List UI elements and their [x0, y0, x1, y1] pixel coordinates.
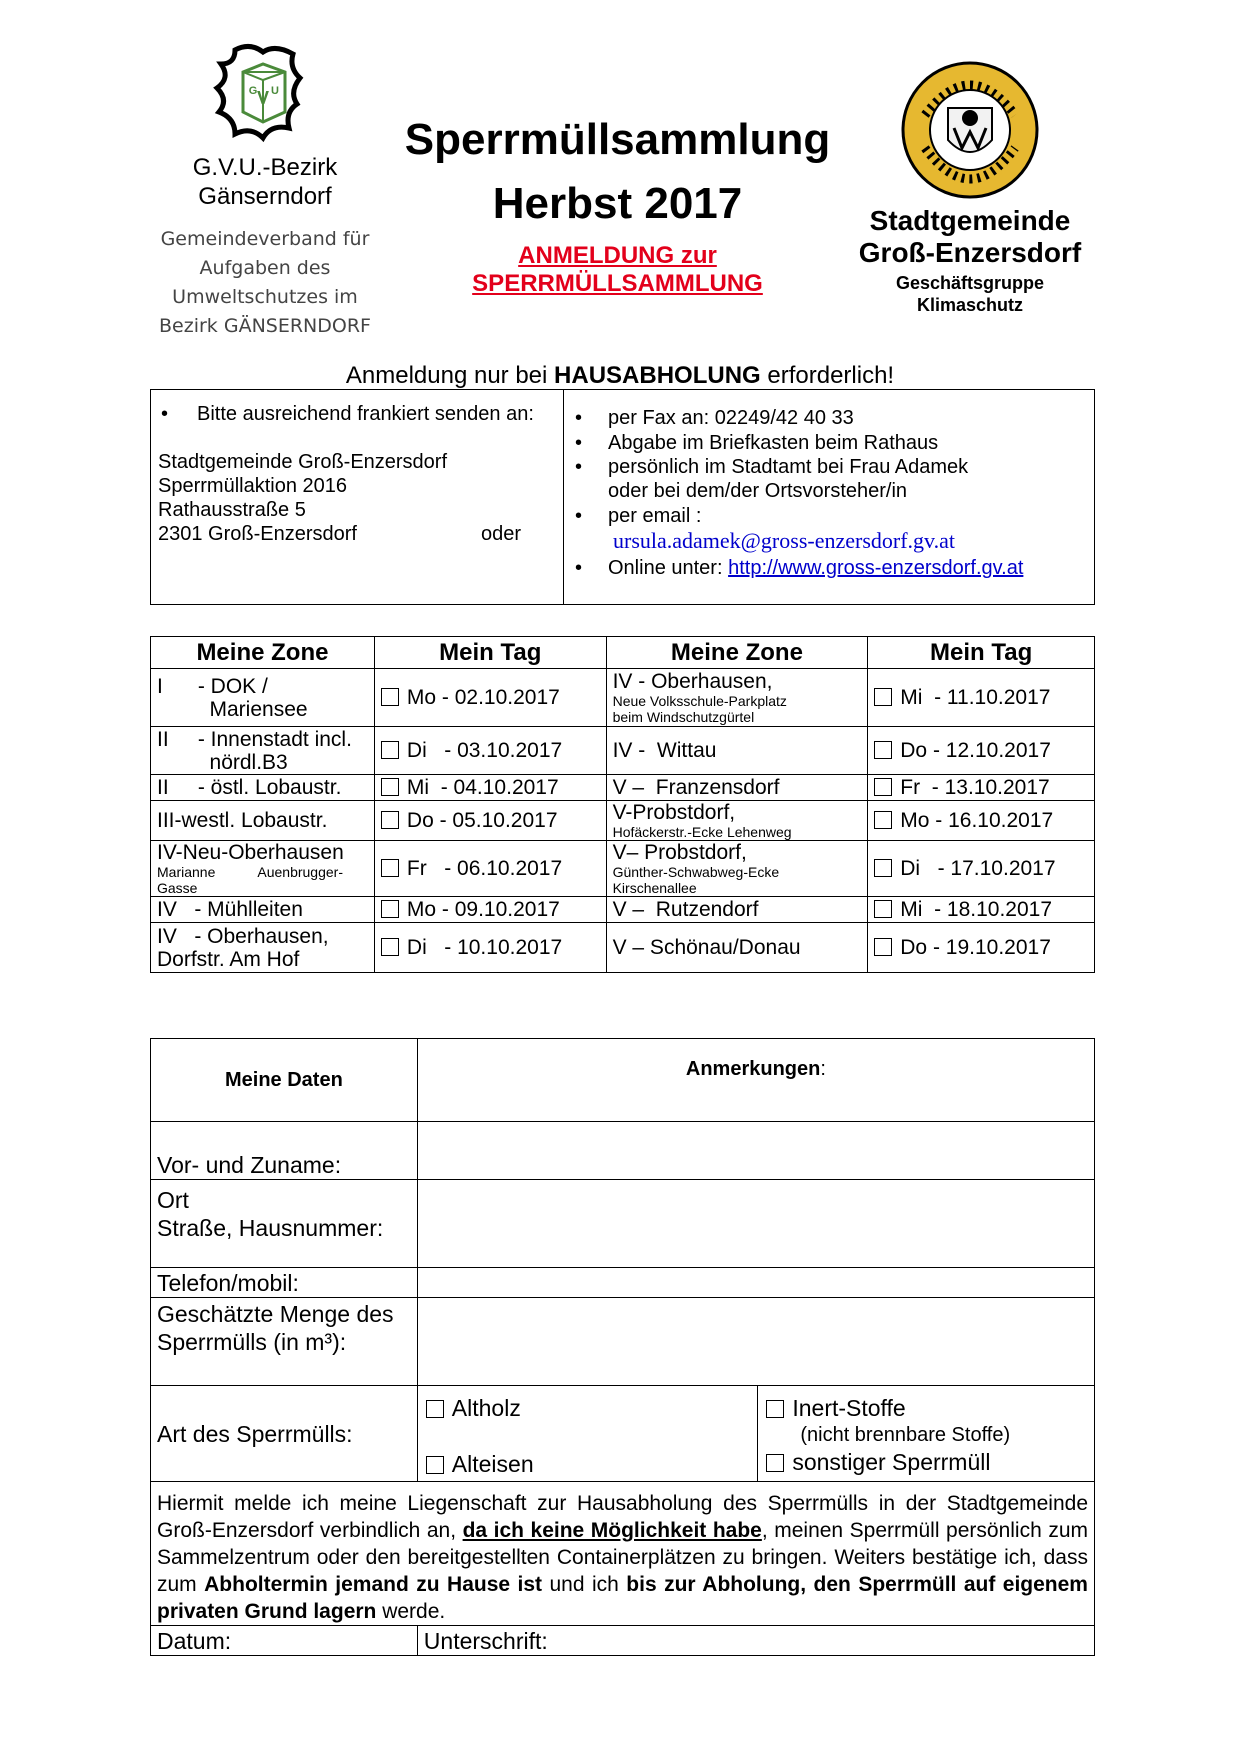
schedule-row — [151, 897, 1095, 923]
altholz-checkbox[interactable] — [426, 1400, 444, 1418]
municipality-line1: Stadtgemeinde — [869, 205, 1071, 236]
zone-name: IV-Neu-Oberhausen — [157, 841, 344, 864]
submission-box — [150, 389, 1095, 605]
zone-name: IV - Oberhausen, Dorfstr. Am Hof — [157, 924, 329, 971]
pickup-notice — [150, 362, 1090, 390]
gvu-desc-line: Aufgaben des — [199, 257, 331, 279]
bullet: • — [575, 432, 583, 454]
address-line: Rathausstraße 5 — [158, 499, 306, 521]
day-option[interactable] — [868, 727, 1095, 775]
declaration-part: , meinen Sperrmüll persönlich zum Sammelzentrum oder den bereitgestellten Containerplätzen zu bringen. Weiters bestätige ich, dass zum — [157, 1519, 1088, 1596]
fax-option: per Fax an: 02249/42 40 33 — [608, 407, 854, 429]
ort-label: Ort — [157, 1187, 189, 1213]
day-option[interactable] — [868, 669, 1095, 727]
header-zone: Meine Zone — [606, 637, 868, 669]
zone-cell — [606, 923, 868, 973]
day-checkbox[interactable] — [874, 741, 892, 759]
postal-address — [158, 450, 447, 546]
sonstig-checkbox[interactable] — [766, 1454, 784, 1472]
zone-name: IV - Oberhausen, — [612, 670, 773, 693]
zone-cell — [151, 897, 375, 923]
day-date: Di - 03.10.2017 — [406, 739, 563, 762]
notice-bold: HAUSABHOLUNG — [554, 362, 761, 389]
day-date: Mi - 04.10.2017 — [406, 776, 559, 799]
address-label — [151, 1180, 418, 1268]
zone-cell — [151, 801, 375, 841]
strasse-label: Straße, Hausnummer: — [157, 1215, 384, 1241]
address-line: 2301 Groß-Enzersdorf — [158, 523, 357, 545]
svg-text:U: U — [271, 85, 279, 97]
zone-name: II - Innenstadt incl. nördl.B3 — [157, 727, 352, 774]
zone-cell — [151, 727, 375, 775]
day-option[interactable] — [374, 801, 606, 841]
day-option[interactable] — [868, 841, 1095, 897]
online-option — [608, 556, 1023, 580]
day-date: Mo - 02.10.2017 — [406, 686, 560, 709]
inert-option[interactable] — [766, 1394, 1088, 1422]
zone-name: II - östl. Lobaustr. — [157, 776, 342, 799]
day-option[interactable] — [374, 897, 606, 923]
sonstig-label: sonstiger Sperrmüll — [792, 1449, 991, 1475]
day-option[interactable] — [374, 669, 606, 727]
department-line2: Klimaschutz — [916, 295, 1024, 315]
altholz-label: Altholz — [451, 1395, 521, 1421]
schedule-row — [151, 775, 1095, 801]
day-checkbox[interactable] — [874, 900, 892, 918]
form-header-row — [151, 1039, 1095, 1122]
zone-name: V – Rutzendorf — [612, 898, 759, 921]
zone-name: V – Schönau/Donau — [612, 936, 801, 959]
zone-cell — [606, 669, 868, 727]
gvu-description — [150, 225, 380, 341]
waste-options-right — [758, 1386, 1095, 1482]
header-day: Mein Tag — [868, 637, 1095, 669]
day-date: Di - 10.10.2017 — [406, 936, 563, 959]
day-checkbox[interactable] — [874, 811, 892, 829]
name-row — [151, 1122, 1095, 1180]
email-link[interactable]: ursula.adamek@gross-enzersdorf.gv.at — [613, 528, 955, 553]
zone-name: III-westl. Lobaustr. — [157, 809, 328, 832]
day-checkbox[interactable] — [381, 900, 399, 918]
day-option[interactable] — [868, 923, 1095, 973]
zone-name: IV - Mühlleiten — [157, 898, 303, 921]
alteisen-checkbox[interactable] — [426, 1456, 444, 1474]
gvu-desc-line: Gemeindeverband für — [160, 228, 370, 250]
day-option[interactable] — [868, 897, 1095, 923]
signature-field[interactable]: Unterschrift: — [417, 1626, 1094, 1656]
notice-text-end: erforderlich! — [760, 362, 895, 389]
declaration-part: Hiermit melde ich meine Liegenschaft zur Hausabholung des Sperrmülls in der Stadtgemeinde Groß-Enzersdorf verbindlich an, — [157, 1492, 1088, 1542]
svg-text:V: V — [256, 88, 270, 108]
header-day: Mein Tag — [374, 637, 606, 669]
bullet: • — [575, 505, 583, 527]
day-option[interactable] — [374, 775, 606, 801]
alteisen-option[interactable] — [426, 1450, 752, 1478]
name-field[interactable] — [417, 1122, 1094, 1180]
phone-row — [151, 1268, 1095, 1298]
schedule-row — [151, 801, 1095, 841]
altholz-option[interactable] — [426, 1394, 752, 1422]
zone-cell — [606, 727, 868, 775]
waste-options-left — [417, 1386, 758, 1482]
day-checkbox[interactable] — [381, 811, 399, 829]
day-date: Fr - 06.10.2017 — [406, 857, 563, 880]
zone-cell — [606, 897, 868, 923]
gvu-desc-line: Bezirk GÄNSERNDORF — [159, 315, 371, 337]
inert-label: Inert-Stoffe — [792, 1395, 906, 1421]
address-line: Sperrmüllaktion 2016 — [158, 475, 347, 497]
day-date: Do - 05.10.2017 — [406, 809, 558, 832]
phone-field[interactable] — [417, 1268, 1094, 1298]
waste-type-label: Art des Sperrmülls: — [151, 1386, 418, 1482]
waste-type-row — [151, 1386, 1095, 1482]
bullet: • — [161, 403, 169, 425]
day-checkbox[interactable] — [874, 688, 892, 706]
inert-sub-label: (nicht brennbare Stoffe) — [800, 1424, 1011, 1446]
quantity-field[interactable] — [417, 1298, 1094, 1386]
website-link[interactable]: http://www.gross-enzersdorf.gv.at — [728, 557, 1024, 579]
day-date: Di - 17.10.2017 — [900, 857, 1056, 880]
zone-detail: Hofäckerstr.-Ecke Lehenweg — [612, 824, 792, 840]
zone-name: V– Probstdorf, — [612, 841, 747, 864]
zone-detail: Günther-Schwabweg-Ecke Kirschenallee — [612, 864, 780, 896]
day-date: Mo - 09.10.2017 — [406, 898, 560, 921]
zone-name: I - DOK / Mariensee — [157, 674, 308, 721]
day-checkbox[interactable] — [381, 688, 399, 706]
day-checkbox[interactable] — [381, 859, 399, 877]
municipality-name — [835, 205, 1105, 269]
day-date: Do - 12.10.2017 — [900, 739, 1051, 762]
meine-daten-label: Meine Daten — [151, 1039, 418, 1122]
declaration-bold: da ich keine Möglichkeit habe — [462, 1519, 762, 1542]
declaration-row — [151, 1482, 1095, 1626]
day-checkbox[interactable] — [874, 938, 892, 956]
schedule-table — [150, 636, 1095, 973]
alteisen-label: Alteisen — [451, 1451, 534, 1477]
zone-cell — [606, 801, 868, 841]
declaration-bold: Abholtermin jemand zu Hause ist — [204, 1573, 543, 1596]
day-checkbox[interactable] — [874, 859, 892, 877]
signature-row — [151, 1626, 1095, 1656]
declaration-bold: bis zur Abholung, den Sperrmüll auf eigenem privaten Grund lagern — [157, 1573, 1088, 1623]
day-option[interactable] — [374, 841, 606, 897]
inert-checkbox[interactable] — [766, 1400, 784, 1418]
address-field[interactable] — [417, 1180, 1094, 1268]
oder-label: oder — [481, 523, 522, 545]
in-person-option-2: oder bei dem/der Ortsvorsteher/in — [608, 480, 908, 502]
document-title: Sperrmüllsammlung — [404, 115, 831, 164]
day-date: Mi - 18.10.2017 — [900, 898, 1053, 921]
quantity-label: Geschätzte Menge des Sperrmülls (in m³): — [151, 1298, 418, 1386]
zone-detail: Marianne Auenbrugger- Gasse — [157, 864, 343, 896]
gvu-name-line1: G.V.U.-Bezirk — [192, 154, 338, 181]
municipality-line2: Groß-Enzersdorf — [858, 237, 1082, 268]
zone-detail: Neue Volksschule-Parkplatz beim Windschutzgürtel — [612, 693, 787, 725]
in-person-option: persönlich im Stadtamt bei Frau Adamek — [608, 456, 969, 478]
schedule-row — [151, 841, 1095, 897]
day-date: Mo - 16.10.2017 — [900, 809, 1054, 832]
zone-cell — [151, 775, 375, 801]
schedule-row — [151, 923, 1095, 973]
date-field[interactable]: Datum: — [151, 1626, 418, 1656]
name-label: Vor- und Zuname: — [151, 1122, 418, 1180]
phone-label: Telefon/mobil: — [151, 1268, 418, 1298]
department-name — [835, 272, 1105, 316]
zone-cell — [151, 923, 375, 973]
anmerkungen-cell[interactable]: Anmerkungen: — [417, 1039, 1094, 1122]
declaration-text — [151, 1482, 1095, 1626]
department-line1: Geschäftsgruppe — [895, 273, 1045, 293]
send-instruction: Bitte ausreichend frankiert senden an: — [197, 403, 534, 425]
online-label: Online unter: — [608, 557, 729, 579]
day-date: Do - 19.10.2017 — [900, 936, 1051, 959]
gvu-logo — [205, 42, 325, 147]
bullet: • — [575, 557, 583, 579]
zone-name: V-Probstdorf, — [612, 801, 736, 824]
gvu-name-line2: Gänserndorf — [198, 183, 332, 210]
address-row — [151, 1180, 1095, 1268]
zone-name: IV - Wittau — [612, 739, 717, 762]
registration-line2: SPERRMÜLLSAMMLUNG — [472, 270, 763, 297]
zone-cell — [606, 841, 868, 897]
bullet: • — [575, 456, 583, 478]
declaration-part: werde. — [376, 1600, 446, 1623]
day-option[interactable] — [868, 775, 1095, 801]
registration-line1: ANMELDUNG zur — [518, 242, 717, 269]
zone-cell — [606, 775, 868, 801]
zone-cell — [151, 841, 375, 897]
schedule-row — [151, 669, 1095, 727]
mailbox-option: Abgabe im Briefkasten beim Rathaus — [608, 432, 939, 454]
day-checkbox[interactable] — [381, 741, 399, 759]
address-line: Stadtgemeinde Groß-Enzersdorf — [158, 451, 448, 473]
schedule-header-row — [151, 637, 1095, 669]
declaration-part: und ich — [542, 1573, 627, 1596]
bullet: • — [575, 407, 583, 429]
anmerkungen-label: Anmerkungen — [685, 1058, 821, 1080]
day-checkbox[interactable] — [381, 938, 399, 956]
sonstig-option[interactable] — [766, 1448, 1088, 1476]
email-label: per email : — [608, 505, 702, 527]
notice-text: Anmeldung nur bei — [345, 362, 555, 389]
municipality-seal — [900, 60, 1040, 200]
quantity-row — [151, 1298, 1095, 1386]
svg-text:G: G — [248, 85, 258, 97]
gvu-name — [150, 153, 380, 211]
gvu-desc-line: Umweltschutzes im — [172, 286, 358, 308]
day-option[interactable] — [374, 923, 606, 973]
header-zone: Meine Zone — [151, 637, 375, 669]
registration-heading — [380, 242, 855, 298]
day-option[interactable] — [868, 801, 1095, 841]
day-checkbox[interactable] — [381, 778, 399, 796]
personal-data-table — [150, 1038, 1095, 1656]
schedule-row — [151, 727, 1095, 775]
zone-cell — [151, 669, 375, 727]
day-option[interactable] — [374, 727, 606, 775]
document-subtitle: Herbst 2017 — [492, 179, 743, 228]
day-date: Fr - 13.10.2017 — [900, 776, 1050, 799]
zone-name: V – Franzensdorf — [612, 776, 780, 799]
day-checkbox[interactable] — [874, 778, 892, 796]
day-date: Mi - 11.10.2017 — [900, 686, 1051, 709]
